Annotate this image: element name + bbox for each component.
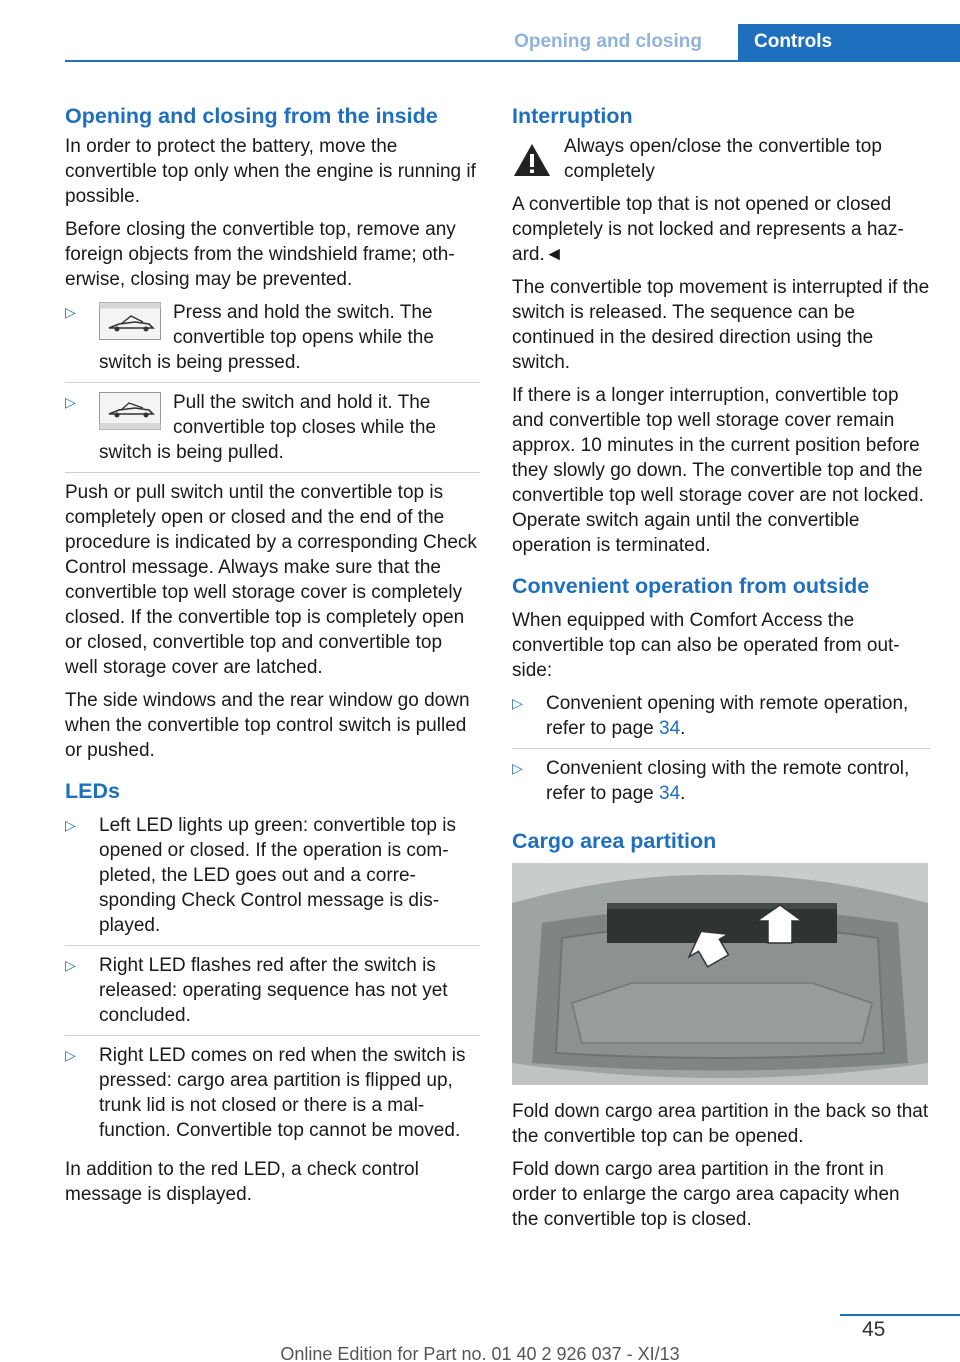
list-item-text: Press and hold the switch. The convertible top opens while the switch is being pressed. [99, 302, 434, 373]
warning-title: Always open/close the convertible top completely [564, 136, 882, 182]
list-item-tail: . [680, 783, 686, 804]
paragraph: A convertible top that is not opened or closed completely is not locked and represents a hazard.◄ [512, 194, 904, 265]
list-item [512, 691, 930, 749]
heading-interruption: Interruption [512, 104, 633, 128]
page-link[interactable]: 34 [659, 783, 681, 804]
triangle-right-icon: ▷ [65, 957, 76, 973]
triangle-right-icon: ▷ [65, 817, 76, 833]
operation-list [512, 691, 930, 813]
list-item-switch-open [65, 300, 480, 383]
list-item-text: Pull the switch and hold it. The convertible top closes while the switch is being pulled. [99, 392, 436, 463]
paragraph: In order to protect the battery, move the convertible top only when the engine is running if possible. [65, 136, 476, 207]
warning-note [512, 134, 930, 184]
list-item [65, 1043, 480, 1150]
paragraph: The side windows and the rear window go down when the convertible top control switch is pulled or pushed. [65, 690, 470, 761]
heading-cargo: Cargo area partition [512, 829, 717, 853]
paragraph: The convertible top movement is interrupted if the switch is released. The sequence can be continued in the desired direction using the switch. [512, 277, 930, 373]
edition-text: Online Edition for Part no. 01 40 2 926 037 - XI/13 [280, 1344, 680, 1362]
paragraph: Push or pull switch until the convertible top is completely open or closed and the end of the procedure is indicated by a corresponding Check Control message. Always make sure that the convertible top well storage cover is completely closed. If the convertible top is completely open or closed, convertible top and convertible top well storage cover are latched. [65, 482, 477, 678]
paragraph: Fold down cargo area partition in the back so that the convertible top can be opened. [512, 1101, 929, 1147]
triangle-right-icon: ▷ [65, 394, 76, 410]
paragraph: When equipped with Comfort Access the convertible top can also be operated from outside: [512, 610, 900, 681]
cargo-area-photo [512, 863, 928, 1085]
page-link[interactable]: 34 [659, 718, 681, 739]
paragraph: Fold down cargo area partition in the front in order to enlarge the cargo area capacity when the convertible top is closed. [512, 1159, 900, 1230]
convertible-switch-icon [99, 302, 161, 340]
list-item-text: Right LED flashes red after the switch is released: operating sequence has not yet concluded. [99, 955, 448, 1026]
list-item-text: Left LED lights up green: convertible top is opened or closed. If the operation is completed, the LED goes out and a corresponding Check Control message is displayed. [99, 815, 456, 936]
header-section-title: Opening and closing [514, 31, 702, 52]
header-chapter-tab[interactable]: Controls [738, 24, 960, 62]
list-item [512, 756, 930, 813]
triangle-right-icon: ▷ [512, 695, 523, 711]
paragraph: If there is a longer interruption, convertible top and convertible top well storage cover remain approx. 10 minutes in the current position before they slowly go down. The convertible top and the convertible top well storage cover are not locked. Operate switch again until the convertible operation is terminated. [512, 385, 924, 556]
leds-list [65, 813, 480, 1150]
triangle-right-icon: ▷ [512, 760, 523, 776]
triangle-right-icon: ▷ [65, 304, 76, 320]
triangle-right-icon: ▷ [65, 1047, 76, 1063]
list-item-tail: . [680, 718, 686, 739]
list-item-text: Convenient opening with remote operation, refer to page [546, 693, 909, 739]
list-item [65, 953, 480, 1036]
footer-rule [840, 1314, 960, 1316]
warning-triangle-icon [512, 142, 552, 178]
list-item-text: Right LED comes on red when the switch is pressed: cargo area partition is flipped up, trunk lid is not closed or there is a malfunction. Convertible top cannot be moved. [99, 1045, 466, 1141]
list-item-switch-close [65, 390, 480, 473]
left-column [65, 102, 480, 1215]
paragraph: Before closing the convertible top, remove any foreign objects from the windshield frame; otherwise, closing may be prevented. [65, 219, 456, 290]
page-footer [0, 1314, 960, 1362]
heading-outside: Convenient operation from outside [512, 574, 870, 598]
page-header [65, 24, 960, 62]
convertible-switch-icon [99, 392, 161, 430]
list-item [65, 813, 480, 946]
heading-leds: LEDs [65, 779, 120, 803]
list-item-text: Convenient closing with the remote control, refer to page [546, 758, 910, 804]
right-column [512, 102, 930, 1240]
paragraph: In addition to the red LED, a check control message is displayed. [65, 1159, 419, 1205]
heading-inside: Opening and closing from the inside [65, 104, 438, 128]
page-number: 45 [862, 1318, 886, 1341]
